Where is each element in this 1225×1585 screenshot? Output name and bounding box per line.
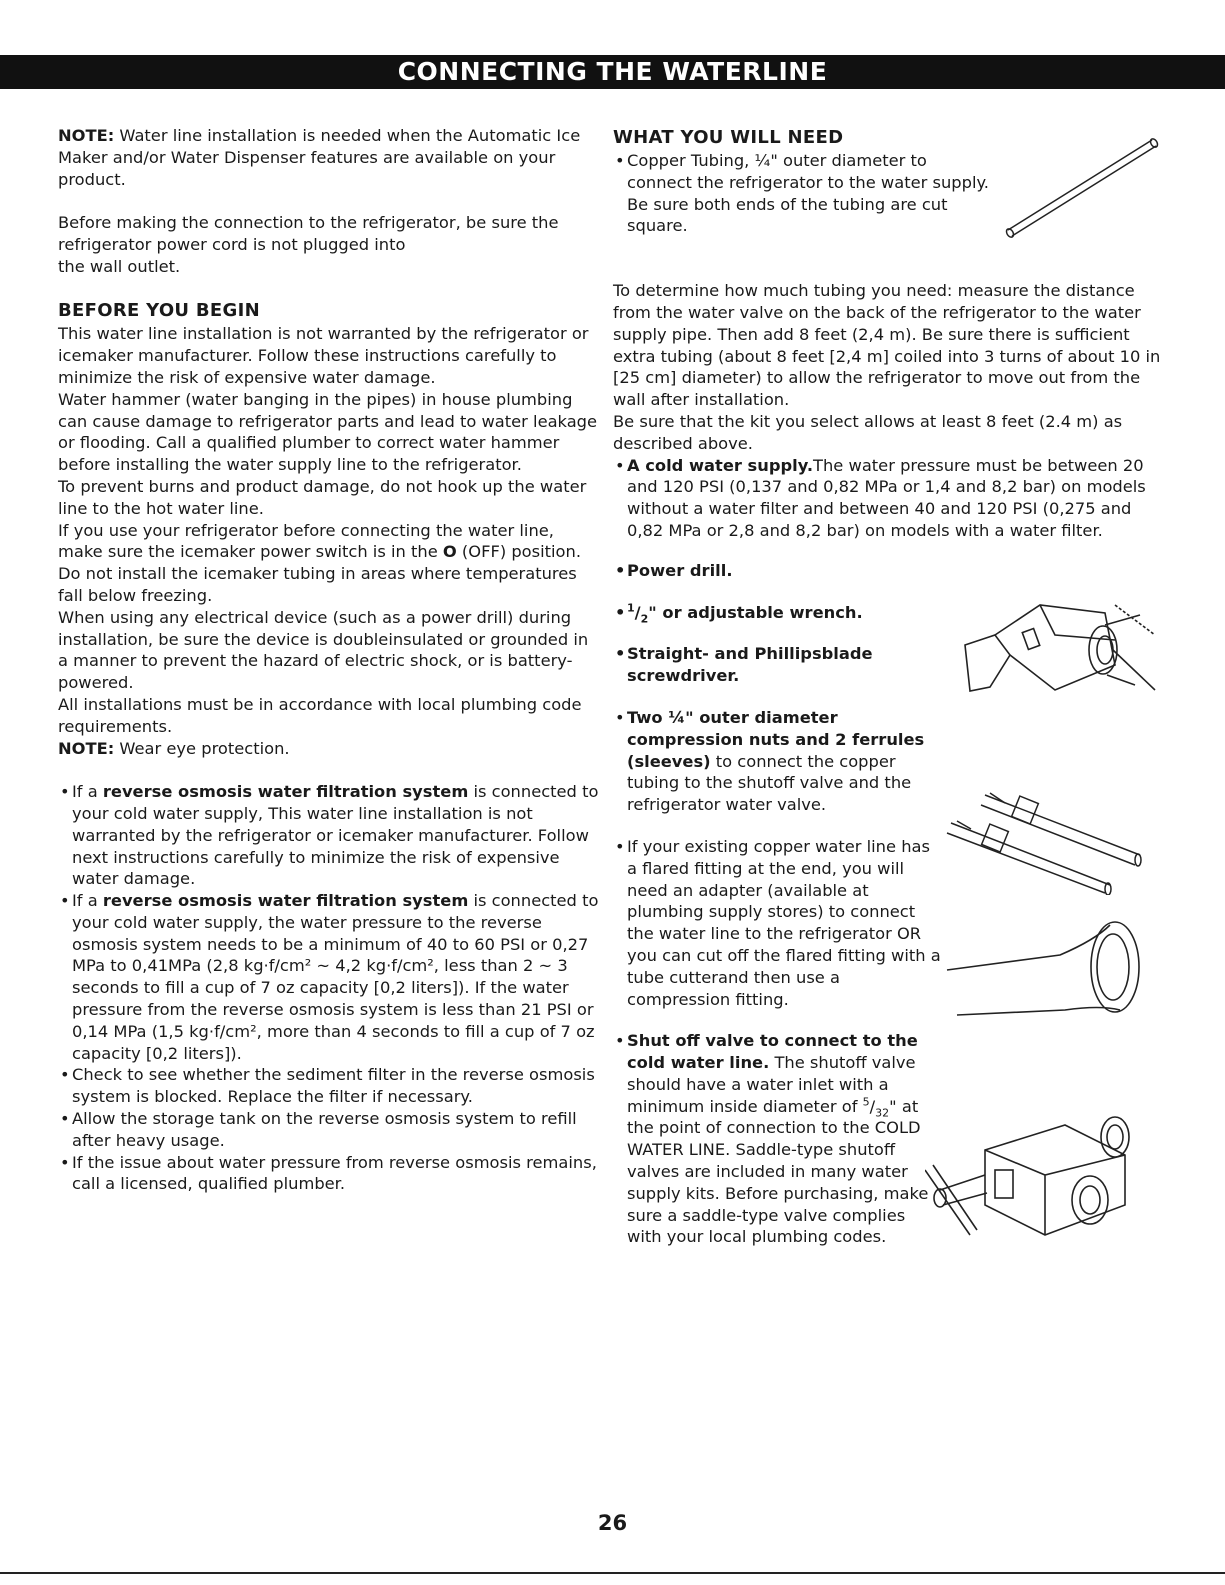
compression-nuts-item: • Two ¼" outer diameter compression nuts and 2 ferrules (sleeves) to connect the copper tubing to the shutoff valve and the refrigerator water valve. [613, 707, 942, 816]
note-text: Water line installation is needed when the Automatic Ice Maker and/or Water Dispenser features are available on your product. [58, 126, 581, 189]
copper-tubing-illustration [1000, 130, 1165, 245]
eye-protection-note [58, 738, 603, 760]
note-label-2: NOTE: [58, 738, 115, 758]
shutoff-valve-item: • Shut off valve to connect to the cold water line. The shutoff valve should have a water inlet with a minimum inside diameter of $^5/_{32}$" at the point of connection to the COLD WATER LINE. Saddle-type shutoff valves are included in many water supply kits. Before purchasing, make sure a saddle-type valve complies with your local plumbing codes. [613, 1030, 942, 1248]
screwdriver-item: • Straight- and Phillipsblade screwdriver. [613, 643, 942, 687]
flared-fitting-item: • If your existing copper water line has a flared fitting at the end, you will need an adapter (available at plumbing supply stores) to connect the water line to the refrigerator OR you can cut off the flared fitting with a tube cutterand then use a compression fitting. [613, 836, 942, 1010]
electrical-paragraph: When using any electrical device (such as a power drill) during installation, be sure the device is doubleinsulated or grounded in a manner to prevent the hazard of electric shock, or is battery-powered. [58, 607, 589, 693]
warranty-paragraph: This water line installation is not warranted by the refrigerator or icemaker manufacturer. Follow these instructions carefully to minimize the risk of expensive water damage. [58, 324, 589, 387]
wrench-item: • $^1/_2$" or adjustable wrench. [613, 602, 1165, 624]
note-text-2: Wear eye protection. [114, 738, 290, 758]
page-title-banner: CONNECTING THE WATERLINE [0, 55, 1225, 89]
cold-water-supply-item: • A cold water supply.The water pressure must be between 20 and 120 PSI (0,137 and 0,82 MPa or 1,4 and 8,2 bar) on models without a water filter and between 40 and 120 PSI (0,275 and 0,82 MPa or 2,8 and 8,2 bar) on models with a water filter. [613, 455, 1165, 542]
switch-text: If you use your refrigerator before connecting the water line, make sure the icemaker power switch is in the [58, 520, 554, 562]
left-column [58, 125, 603, 1195]
icemaker-switch-paragraph [58, 520, 603, 564]
power-cord-text-2: the wall outlet. [58, 256, 181, 276]
power-cord-text: Before making the connection to the refrigerator, be sure the refrigerator power cord is not plugged into [58, 213, 559, 254]
power-drill-item: • Power drill. [613, 560, 1165, 582]
ro-bullet-tank: • Allow the storage tank on the reverse osmosis system to refill after heavy usage. [58, 1108, 603, 1152]
freezing-paragraph: Do not install the icemaker tubing in areas where temperatures fall below freezing. [58, 564, 577, 605]
before-you-begin-heading: BEFORE YOU BEGIN [58, 300, 260, 322]
plumbing-code-paragraph: All installations must be in accordance with local plumbing code requirements. [58, 694, 582, 736]
ro-bullet-filter: • Check to see whether the sediment filter in the reverse osmosis system is blocked. Replace the filter if necessary. [58, 1064, 603, 1108]
power-cord-note [58, 212, 603, 277]
what-you-will-need-heading: WHAT YOU WILL NEED [613, 127, 844, 148]
ro-bullet-plumber: • If the issue about water pressure from reverse osmosis remains, call a licensed, qualified plumber. [58, 1152, 603, 1196]
switch-off-symbol: O [442, 542, 457, 562]
switch-text-2: (OFF) position. [456, 542, 582, 562]
copper-tubing-item: • Copper Tubing, ¼" outer diameter to connect the refrigerator to the water supply. Be sure both ends of the tubing are cut square. [613, 150, 1165, 237]
note-label: NOTE: [58, 126, 115, 145]
kit-paragraph: Be sure that the kit you select allows at least 8 feet (2.4 m) as described above. [613, 411, 1123, 453]
power-drill-icon [955, 595, 1165, 710]
note-ice-maker [58, 125, 603, 190]
ro-bullet-warranty: • If a reverse osmosis water filtration system is connected to your cold water supply, This water line installation is not warranted by the refrigerator or icemaker manufacturer. Follow next instructions carefully to minimize the risk of expensive water damage. [58, 781, 603, 890]
hot-water-paragraph: To prevent burns and product damage, do not hook up the water line to the hot water line. [58, 476, 587, 518]
ro-bullet-pressure: • If a reverse osmosis water filtration system is connected to your cold water supply, the water pressure to the reverse osmosis system needs to be a minimum of 40 to 60 PSI or 0,27 MPa to 0,41MPa (2,8 kg·f/cm² ~ 4,2 kg·f/cm², less than 2 ~ 3 seconds to fill a cup of 7 oz capacity [0,2 liters]). If the water pressure from the reverse osmosis system is less than 21 PSI or 0,14 MPa (1,5 kg·f/cm², more than 4 seconds to fill a cup of 7 oz capacity [0,2 liters]). [58, 890, 603, 1064]
shutoff-valve-illustration [925, 1115, 1155, 1245]
tubing-length-paragraph: To determine how much tubing you need: measure the distance from the water valve on the back of the refrigerator to the water supply pipe. Then add 8 feet (2,4 m). Be sure there is sufficient extra tubing (about 8 feet [2,4 m] coiled into 3 turns of about 10 in [25 cm] diameter) to allow the refrigerator to move out from the wall after installation. [613, 281, 1161, 410]
flared-fitting-illustration [945, 915, 1145, 1025]
water-hammer-paragraph: Water hammer (water banging in the pipes) in house plumbing can cause damage to refrigerator parts and lead to water leakage or flooding. Call a qualified plumber to correct water hammer before installing the water supply line to the refrigerator. [58, 389, 598, 475]
page-number: 26 [597, 1511, 628, 1535]
compression-nuts-illustration [945, 785, 1145, 895]
footer-rule [0, 1572, 1225, 1574]
